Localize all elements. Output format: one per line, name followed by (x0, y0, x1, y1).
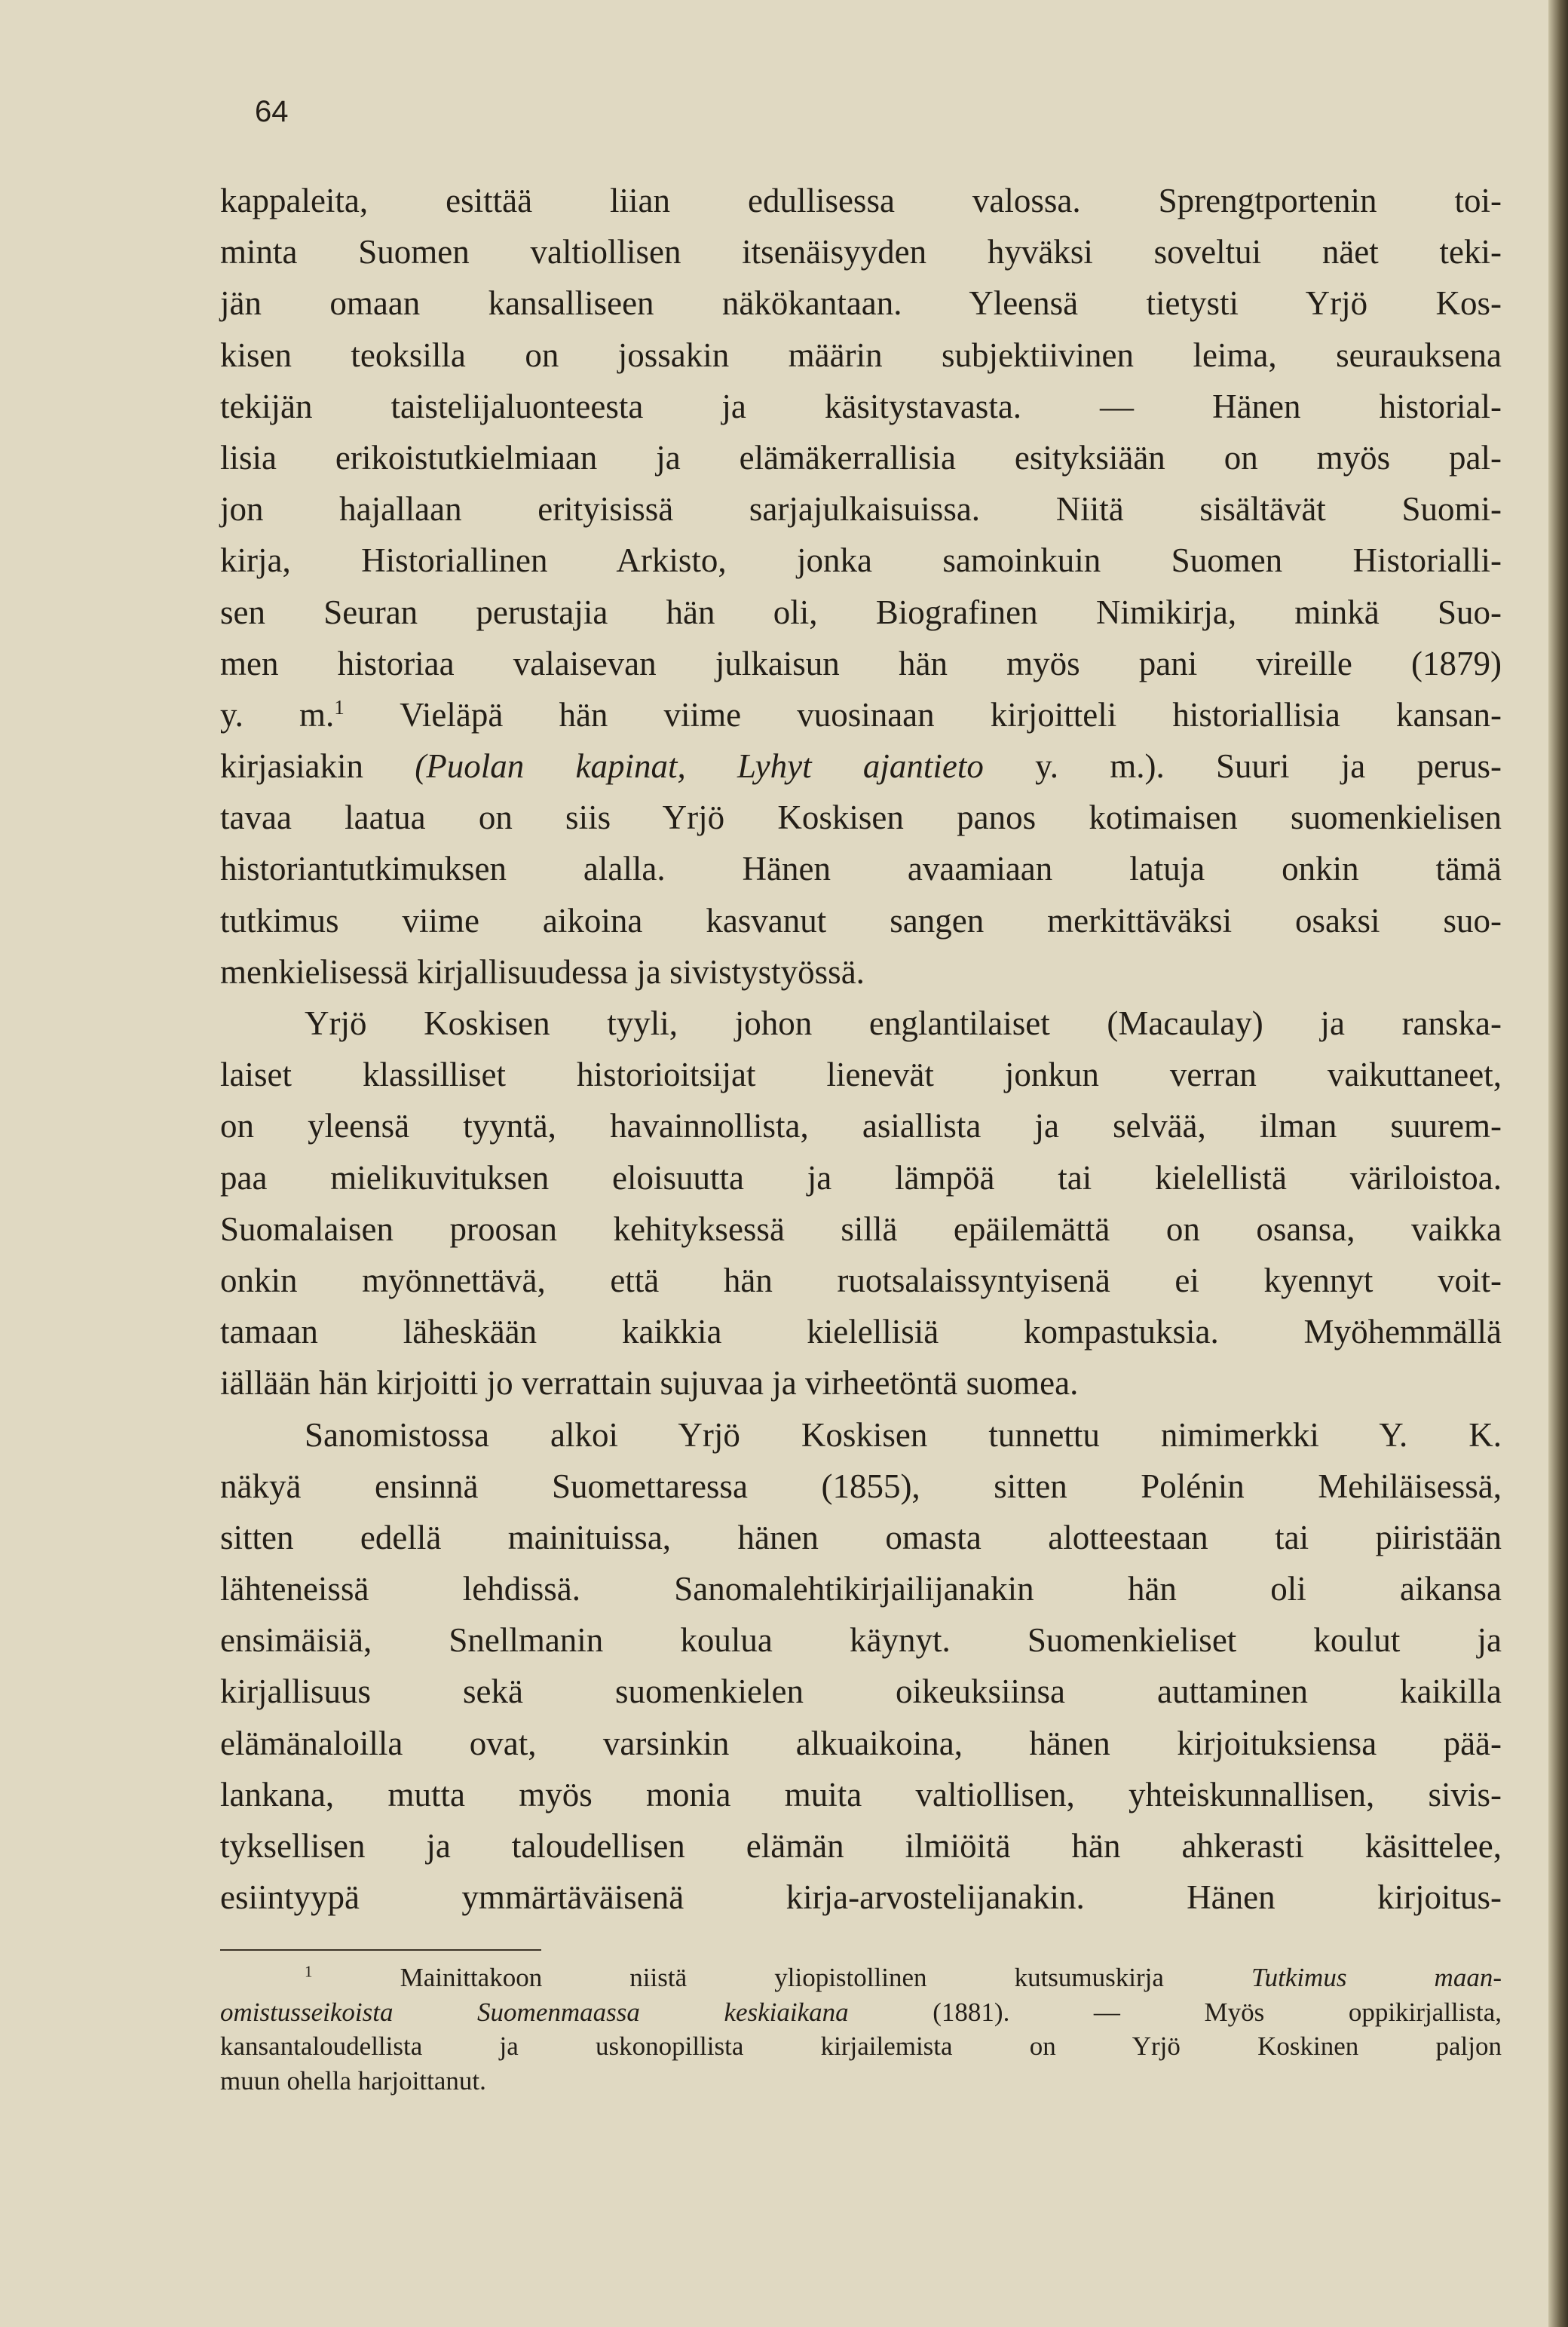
text-line: sen Seuran perustajia hän oli, Biografinen Nimikirja, minkä Suo- (220, 593, 1502, 631)
text-line: näkyä ensinnä Suomettaressa (1855), sitten Polénin Mehiläisessä, (220, 1467, 1502, 1505)
text-line: kappaleita, esittää liian edullisessa valossa. Sprengtportenin toi- (220, 182, 1502, 219)
page-edge-shadow (1548, 0, 1568, 2327)
text-line: onkin myönnettävä, että hän ruotsalaissyntyisenä ei kyennyt voit- (220, 1261, 1502, 1299)
text-line: jän omaan kansalliseen näkökantaan. Yleensä tietysti Yrjö Kos- (220, 284, 1502, 323)
text-line: tamaan läheskään kaikkia kielellisiä kompastuksia. Myöhemmällä (220, 1313, 1502, 1351)
text-line: kirja, Historiallinen Arkisto, jonka samoinkuin Suomen Historialli- (220, 541, 1502, 580)
text-line: on yleensä tyyntä, havainnollista, asiallista ja selvää, ilman suurem- (220, 1107, 1502, 1145)
footnote-line: kansantaloudellista ja uskonopillista kirjailemista on Yrjö Koskinen paljon (220, 2031, 1502, 2061)
footnote (220, 1961, 1502, 2098)
text-line: lähteneissä lehdissä. Sanomalehtikirjailijanakin hän oli aikansa (220, 1570, 1502, 1608)
text-line: elämänaloilla ovat, varsinkin alkuaikoina, hänen kirjoituksiensa pää- (220, 1724, 1502, 1762)
text-line: Yrjö Koskisen tyyli, johon englantilaiset (Macaulay) ja ranska- (305, 1004, 1502, 1042)
text-fragment: kirjasiakin (220, 747, 415, 786)
text-line: iällään hän kirjoitti jo verrattain sujuvaa ja virheetöntä suomea. (220, 1364, 1079, 1403)
footnote-line: muun ohella harjoittanut. (220, 2065, 486, 2096)
text-fragment: (1881). — Myös oppikirjallista, (848, 1997, 1502, 2027)
text-line: historiantutkimuksen alalla. Hänen avaamiaan latuja onkin tämä (220, 850, 1502, 888)
text-line: esiintyypä ymmärtäväisenä kirja-arvostelijanakin. Hänen kirjoitus- (220, 1878, 1502, 1917)
text-line: sitten edellä mainituissa, hänen omasta alotteestaan tai piiristään (220, 1518, 1502, 1556)
text-fragment: Vieläpä hän viime vuosinaan kirjoitteli historiallisia kansan- (344, 695, 1502, 734)
text-line: tekijän taistelijaluonteesta ja käsitystavasta. — Hänen historial- (220, 387, 1502, 425)
text-fragment: Mainittakoon niistä yliopistollinen kutsumuskirja (312, 1963, 1252, 1992)
text-line: tavaa laatua on siis Yrjö Koskisen panos kotimaisen suomenkielisen (220, 799, 1502, 837)
text-line: laiset klassilliset historioitsijat lienevät jonkun verran vaikuttaneet, (220, 1056, 1502, 1094)
text-line: kisen teoksilla on jossakin määrin subjektiivinen leima, seurauksena (220, 336, 1502, 374)
footnote-divider (220, 1949, 541, 1951)
text-line: tutkimus viime aikoina kasvanut sangen merkittäväksi osaksi suo- (220, 901, 1502, 940)
text-line (220, 740, 1502, 792)
text-line: ensimäisiä, Snellmanin koulua käynyt. Suomenkieliset koulut ja (220, 1621, 1502, 1660)
text-line: paa mielikuvituksen eloisuutta ja lämpöä tai kielellistä väriloistoa. (220, 1158, 1502, 1197)
text-line: minta Suomen valtiollisen itsenäisyyden hyväksi soveltui näet teki- (220, 233, 1502, 271)
text-line: jon hajallaan erityisissä sarjajulkaisuissa. Niitä sisältävät Suomi- (220, 490, 1502, 529)
text-line: Suomalaisen proosan kehityksessä sillä epäilemättä on osansa, vaikka (220, 1209, 1502, 1248)
text-line: tyksellisen ja taloudellisen elämän ilmiöitä hän ahkerasti käsittelee, (220, 1827, 1502, 1865)
text-line: kirjallisuus sekä suomenkielen oikeuksiinsa auttaminen kaikilla (220, 1672, 1502, 1711)
footnote-line (220, 1961, 1502, 1995)
italic-title: omistusseikoista Suomenmaassa keskiaikana (220, 1997, 849, 2027)
text-line: menkielisessä kirjallisuudessa ja sivistystyössä. (220, 952, 865, 991)
text-fragment: y. m. (220, 695, 335, 734)
text-line: lankana, mutta myös monia muita valtiollisen, yhteiskunnallisen, sivis- (220, 1775, 1502, 1813)
main-text (220, 175, 1502, 1923)
italic-title: (Puolan kapinat, Lyhyt ajantieto (415, 747, 984, 786)
text-line: lisia erikoistutkielmiaan ja elämäkerrallisia esityksiään on myös pal- (220, 438, 1502, 477)
text-line: Sanomistossa alkoi Yrjö Koskisen tunnettu nimimerkki Y. K. (305, 1415, 1502, 1454)
footnote-line (220, 1995, 1502, 2030)
page-number: 64 (255, 95, 289, 128)
footnote-marker: 1 (305, 1962, 313, 1981)
text-line: men historiaa valaisevan julkaisun hän myös pani vireille (1879) (220, 644, 1502, 682)
footnote-reference: 1 (334, 695, 345, 719)
italic-title: Tutkimus maan- (1251, 1963, 1502, 1992)
text-line (220, 689, 1502, 740)
text-fragment: y. m.). Suuri ja perus- (983, 747, 1502, 786)
